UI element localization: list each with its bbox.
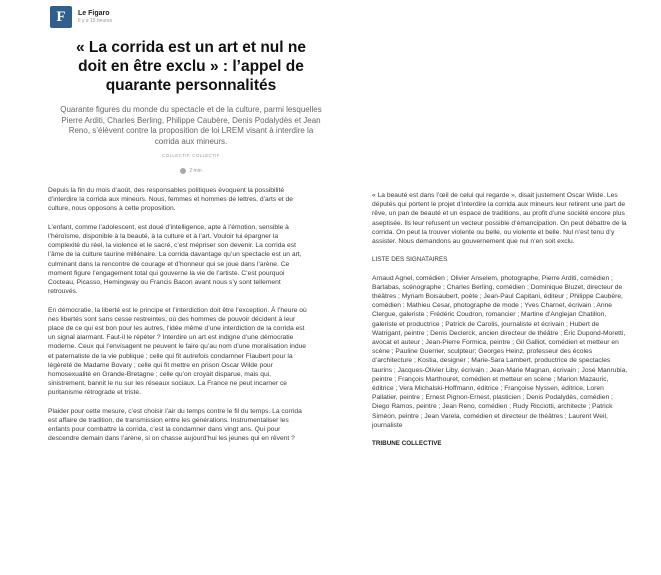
le-figaro-logo-icon[interactable]: F <box>50 6 72 28</box>
article-body-right <box>372 191 630 448</box>
article-title: « La corrida est un art et nul ne doit en être exclu » : l’appel de quarante personnalités <box>76 39 306 94</box>
article-authors: COLLECTIF, COLLECTIF <box>162 153 220 158</box>
publication-name[interactable]: Le Figaro <box>78 10 110 17</box>
read-time-label: 2 min <box>189 168 202 174</box>
body-paragraph: L’enfant, comme l’adolescent, est doué d’intelligence, apte à l’émotion, sensible à l’héroïsme, disponible à la beauté, à la culture et à l’art. Vouloir lui épargner la complexité du réel, la violence et le sacré, c’est mépriser son devenir. La corrida est l’âme de la culture taurine millénaire. La corrida davantage qu’un spectacle est un art, culminant dans la rencontre de courage et d’honneur qui se joue dans l’arène. Ce moment figure l’engagement total qui gouverne la vie de l’artiste. C’est pourquoi Cocteau, Picasso, Hemingway ou Francis Bacon avant nous s’y sont tellement retrouvés. <box>48 223 302 296</box>
tribune-label: TRIBUNE COLLECTIVE <box>372 440 442 448</box>
signatories-list: Arnaud Agnel, comédien ; Olivier Anselem, photographe, Pierre Arditi, comédien ; Bartabas, scénographe ; Charles Berling, comédien ; Dominique Bluzet, directeur de théâtres ; Myriam Boisaubert, poète ; Jean-Paul Capitani, éditeur ; Philippe Caubère, comédien ; Mathieu Cesar, photographe de mode ; Yves Charnet, écrivain ; Anne Clergue, galeriste ; Frédéric Coudron, romancier ; Martine d’Anglejan Chatillon, galeriste et productrice ; Patrick de Carolis, journaliste et écrivain ; Hubert de Watrigant, peintre ; Denis Declerck, ancien directeur de théâtre ; Éric Dupond-Moretti, avocat et auteur ; Jean-Pierre Formica, peintre ; Gil Galliot, comédien et metteur en scène ; Pauline Guerrier, sculpteur; Georges Heinz, professeur des écoles d’architecture ; Kostia, designer ; Marie-Sara Lambert, productrice de spectacles taurins ; Jacques-Olivier Liby, écrivain ; Jean-Marie Magnan, écrivain ; José Manrubia, peintre ; François Marthouret, comédien et metteur en scène ; Marion Mazauric, éditrice ; Vera Michalski-Hoffmann, éditrice ; Françoise Nyssen, éditrice, Loren Pallatier, peintre ; Ernest Pignon-Ernest, plasticien ; Denis Podalydès, comédien ; Diego Ramos, peintre ; Jean Reno, comédien ; Rudy Ricciotti, architecte ; Patrick Siméon, peintre ; Jean Varela, comédien et directeur de théâtres ; Laurent Weil, journaliste <box>372 274 628 429</box>
clock-icon <box>180 168 186 174</box>
body-paragraph: « La beauté est dans l’œil de celui qui regarde », disait justement Oscar Wilde. Les députés qui portent le projet d’interdire la corrida aux mineurs leur retirent une part de rêve, un pan de beauté et un espace de traditions, au profit d’une société encore plus aseptisée. Ils leur refusent un vecteur possible d’émancipation. On peut débattre de la corrida. On peut la trouver violente ou belle, ou violente et belle. Nul n’est tenu d’y assister. Nous demandons au gouvernement que nul n’en soit exclu. <box>372 192 627 246</box>
article-body-left <box>48 186 310 453</box>
article-standfirst: Quarante figures du monde du spectacle et de la culture, parmi lesquelles Pierre Arditi, Charles Berling, Philippe Caubère, Denis Podalydès et Jean Reno, s’élèvent contre la proposition de loi LREM visant à interdire la corrida aux mineurs. <box>60 105 322 146</box>
source-header <box>50 6 112 28</box>
body-paragraph: En démocratie, la liberté est le principe et l’interdiction doit être l’exception. À l’heure où nes libertés sont sans cesse restreintes, où des hommes de pouvoir décident à leur place de ce qui est bon pour les autres, l’idée même d’une interdiction de la corrida est un signal alarmant. Faut-il le répéter ? Interdire un art est indigne d’une démocratie moderne. Ceux qui l’envisagent ne peuvent le faire qu’au nom d’une moralisation indue et paternaliste de la vie publique ; celle qui fit autrefois condamner Flaubert pour la légèreté de Madame Bovary ; celle qui fit mettre en prison Oscar Wilde pour homosexualité en Grande-Bretagne ; celle qu’on croyait disparue, mais qui, sinistrement, bannit le nu sur les réseaux sociaux. La France ne peut incarner ce puritanisme rétrograde et triste. <box>48 306 307 397</box>
publication-info <box>78 9 112 25</box>
body-paragraph: Depuis la fin du mois d’août, des responsables politiques évoquent la possibilité d’interdire la corrida aux mineurs. Nous, femmes et hommes de lettres, d’arts et de culture, nous opposons à cette proposition. <box>48 187 293 213</box>
publication-time: Il y a 15 heures <box>78 18 113 24</box>
read-time <box>60 168 322 174</box>
signatories-heading: LISTE DES SIGNATAIRES <box>372 256 448 264</box>
body-paragraph: Plaider pour cette mesure, c’est choisir l’air du temps contre le fil du temps. La corrida est affaire de tradition, de transmission entre les générations. Instrumentaliser les enfants pour combattre la corrida, c’est la condamner dans vingt ans. Qui pour descendre demain dans l’arène, si on chasse aujourd’hui les jeunes qui en rêvent ? <box>48 407 302 443</box>
